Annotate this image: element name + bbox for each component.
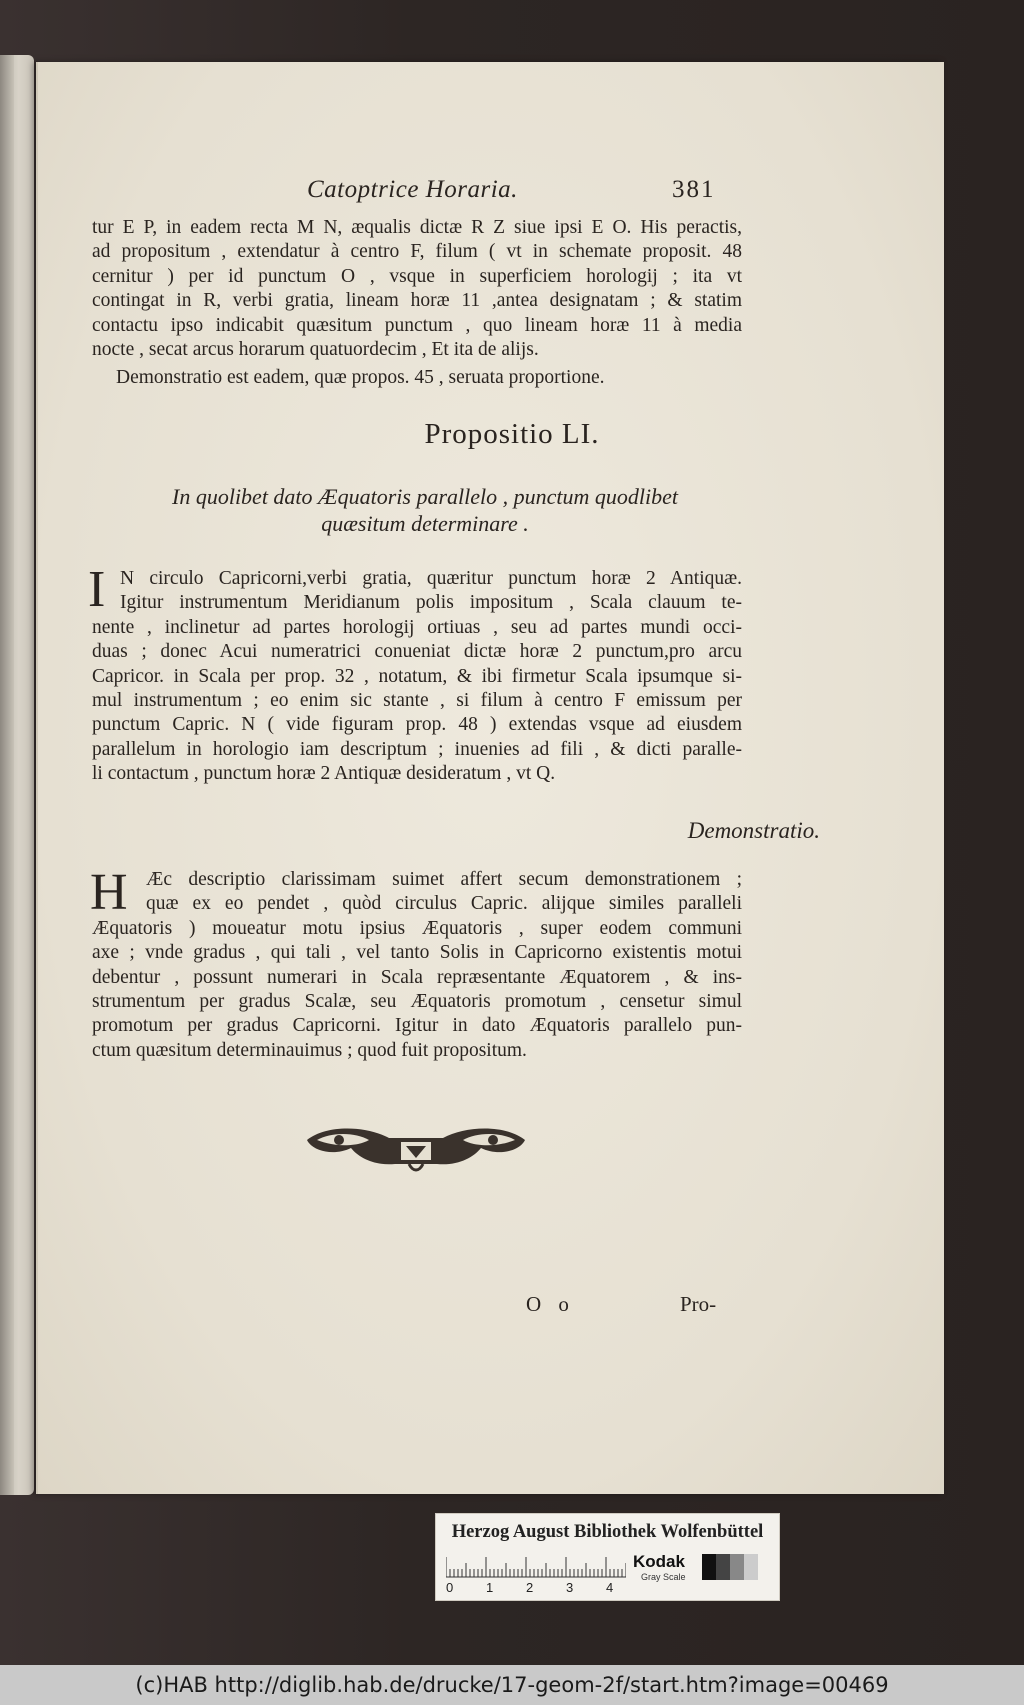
ruler-scale-icon <box>446 1554 626 1578</box>
page-number: 381 <box>672 176 716 203</box>
ruler-number: 4 <box>606 1580 614 1595</box>
text-line: li contactum , punctum horæ 2 Antiquæ desideratum , vt Q. <box>92 763 556 785</box>
ruler-number: 0 <box>446 1580 454 1595</box>
black-swatch <box>702 1554 716 1580</box>
paragraph-1 <box>92 216 742 362</box>
proposition-heading: Propositio LI. <box>424 418 600 450</box>
catchword: Pro- <box>680 1292 717 1316</box>
kodak-logo: Kodak <box>633 1552 685 1571</box>
text-line: N circulo Capricorni,verbi gratia, quæritur punctum horæ 2 Antiquæ. <box>120 568 742 589</box>
ruler-number: 2 <box>526 1580 534 1595</box>
text-line: parallelum in horologio iam descriptum ; inuenies ad fili , & dicti paralle- <box>92 738 742 760</box>
text-line: Æc descriptio clarissimam suimet affert secum demonstrationem ; <box>146 869 742 890</box>
enunciation-line: quæsitum determinare . <box>321 511 529 536</box>
tailpiece-ornament-icon <box>297 1118 535 1176</box>
text-line: debentur , possunt numerari in Scala repræsentante Æquatorem , & ins- <box>92 966 742 988</box>
library-color-card <box>435 1513 780 1601</box>
left-page-edge <box>0 55 34 1495</box>
light-gray-swatch <box>744 1554 758 1580</box>
ruler-number: 1 <box>486 1580 494 1595</box>
text-line: ctum quæsitum determinauimus ; quod fuit propositum. <box>92 1039 527 1061</box>
text-line: contingat in R, verbi gratia, lineam horæ 11 ,antea designatam ; & statim <box>92 290 742 312</box>
text-line: nocte , secat arcus horarum quatuordecim , Et ita de alijs. <box>92 339 539 361</box>
text-line: Æquatoris ) moueatur motu ipsius Æquatoris , super eodem communi <box>92 917 742 939</box>
signature-mark: O o <box>526 1292 575 1316</box>
text-line: Igitur instrumentum Meridianum polis impositum , Scala clauum te- <box>120 592 742 614</box>
text-line: tur E P, in eadem recta M N, æqualis dictæ R Z siue ipsi E O. His peractis, <box>92 217 742 238</box>
text-line: Capricor. in Scala per prop. 32 , notatum, & ibi firmetur Scala ipsumque si- <box>92 665 742 687</box>
ruler-number: 3 <box>566 1580 574 1595</box>
text-line: strumentum per gradus Scalæ, seu Æquatoris promotum , censetur simul <box>92 991 742 1013</box>
demonstration-heading: Demonstratio. <box>687 818 820 843</box>
gray-scale-label: Gray Scale <box>641 1572 686 1582</box>
paragraph-2 <box>92 567 742 787</box>
paragraph-3 <box>90 864 742 1063</box>
text-line: nente , inclinetur ad partes horologij ortiuas , seu ad partes mundi occi- <box>92 616 742 638</box>
drop-cap: I <box>88 561 106 618</box>
text-line: mul instrumentum ; eo enim sic stante , si filum à centro F emissum per <box>92 690 742 712</box>
text-line: contactu ipso indicabit quæsitum punctum , quo lineam horæ 11 à media <box>92 314 742 336</box>
enunciation-line: In quolibet dato Æquatoris parallelo , punctum quodlibet <box>172 484 678 509</box>
dark-gray-swatch <box>716 1554 730 1580</box>
caption-bar <box>0 1665 1024 1705</box>
text-line: punctum Capric. N ( vide figuram prop. 48 ) extendas vsque ad eiusdem <box>92 714 742 736</box>
copyright-caption: (c)HAB http://diglib.hab.de/drucke/17-geom-2f/start.htm?image=00469 <box>135 1673 889 1697</box>
text-line: cernitur ) per id punctum O , vsque in superficiem horologij ; ita vt <box>92 265 742 287</box>
text-line: ad propositum , extendatur à centro F, filum ( vt in schemate proposit. 48 <box>92 241 742 263</box>
text-line: promotum per gradus Capricorni. Igitur in dato Æquatoris parallelo pun- <box>92 1015 742 1037</box>
drop-cap: H <box>90 864 128 921</box>
running-title: Catoptrice Horaria. <box>307 176 518 203</box>
library-name: Herzog August Bibliothek Wolfenbüttel <box>451 1522 764 1542</box>
text-line: quæ ex eo pendet , quòd circulus Capric. alijque similes paralleli <box>146 893 742 915</box>
text-line: duas ; donec Acui numeratrici conueniat dictæ horæ 2 punctum,pro arcu <box>92 641 742 663</box>
mid-gray-swatch <box>730 1554 744 1580</box>
enunciation <box>92 483 758 537</box>
demonstration-reference: Demonstratio est eadem, quæ propos. 45 , seruata proportione. <box>116 367 605 388</box>
text-line: axe ; vnde gradus , qui tali , vel tanto Solis in Capricorno existentis motui <box>92 942 742 964</box>
